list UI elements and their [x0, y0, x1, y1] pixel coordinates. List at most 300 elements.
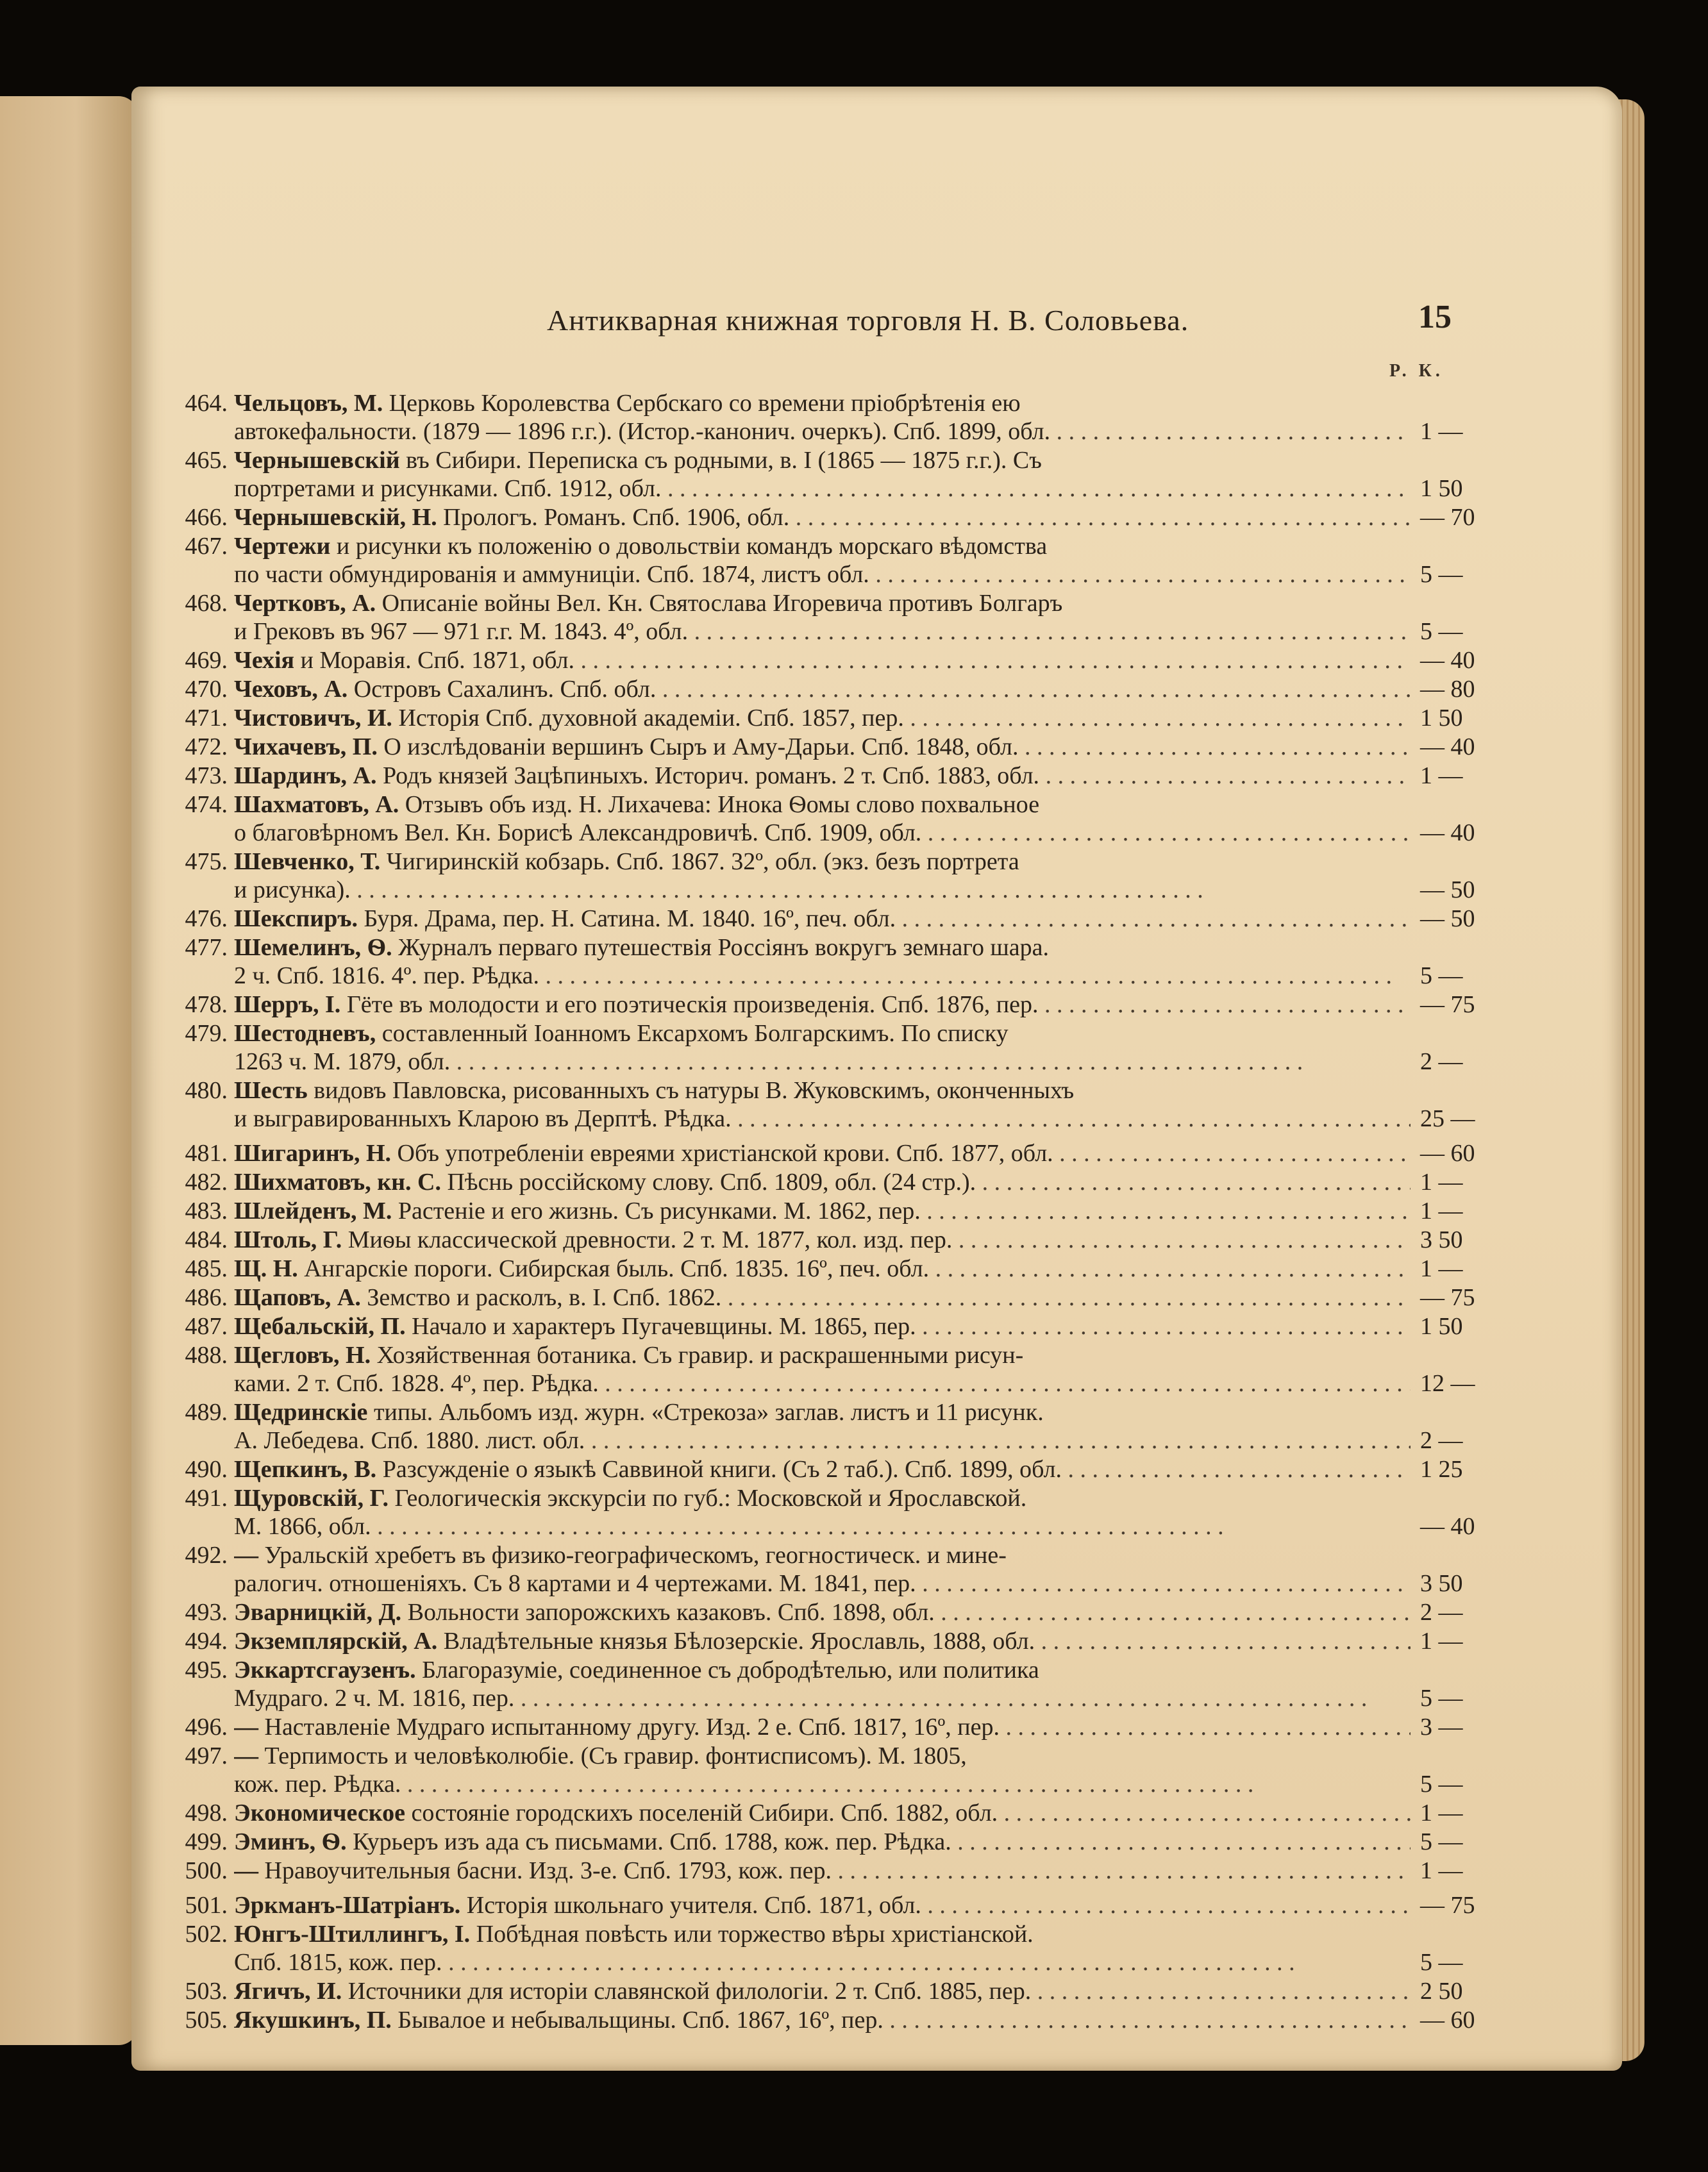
- entry-author: —: [234, 1742, 258, 1769]
- entry-author: Чернышевскій, Н.: [234, 504, 437, 531]
- entry-description: 2 ч. Спб. 1816. 4º. пер. Рѣдка.: [234, 962, 539, 989]
- entry-line: [131, 1713, 1622, 1741]
- entry-author: Чертковъ, А.: [234, 590, 376, 617]
- entry-description: Хозяйственная ботаника. Съ гравир. и раскрашенными рисун-: [371, 1342, 1024, 1369]
- entry-author: Чеховъ, А.: [234, 676, 348, 703]
- entry-line: [131, 1484, 1622, 1512]
- entry-number: 473.: [185, 762, 228, 789]
- entry-description: Растеніе и его жизнь. Съ рисунками. М. 1862, пер.: [392, 1198, 921, 1224]
- entry-description: Ангарскіе пороги. Сибирская быль. Спб. 1835. 16º, печ. обл.: [297, 1255, 930, 1282]
- entry-description: Отзывъ объ изд. Н. Лихачева: Инока Ѳомы слово похвальное: [399, 791, 1040, 818]
- entry-line: [131, 646, 1622, 674]
- entry-number: 489.: [185, 1399, 228, 1426]
- entry-text: [234, 675, 1411, 703]
- entry-line: [131, 790, 1622, 819]
- entry-price: 1 50: [1420, 1313, 1463, 1340]
- entry-description: видовъ Павловска, рисованныхъ съ натуры В. Жуковскимъ, оконченныхъ: [307, 1077, 1075, 1104]
- entry-line: [131, 733, 1622, 761]
- entry-description: Миѳы классической древности. 2 т. М. 1877, кол. изд. пер.: [342, 1226, 953, 1253]
- entry-description: Островъ Сахалинъ. Спб. обл.: [347, 676, 657, 703]
- entry-author: Ягичъ, И.: [234, 1978, 342, 2005]
- entry-number: 476.: [185, 905, 228, 932]
- entry-price: — 40: [1420, 1513, 1475, 1540]
- catalog-entry: [131, 1541, 1622, 1598]
- entry-number: 496.: [185, 1714, 228, 1741]
- header-title: Антикварная книжная торговля Н. В. Соловьева.: [547, 304, 1189, 337]
- entry-text: [234, 1076, 1411, 1105]
- entry-text: [234, 876, 1411, 904]
- catalog-entry: [131, 1455, 1622, 1483]
- entry-number: 498.: [185, 1800, 228, 1826]
- entry-description: Нравоучительныя басни. Изд. 3-е. Спб. 1793, кож. пер.: [258, 1857, 832, 1884]
- entry-text: [234, 1799, 1411, 1827]
- entry-author: Эркманъ-Шатріанъ.: [234, 1892, 461, 1919]
- entry-price: 5 —: [1420, 1949, 1463, 1976]
- entry-author: Эминъ, Ѳ.: [234, 1828, 347, 1855]
- entry-text: [234, 1369, 1411, 1398]
- entry-description: по части обмундированія и аммуниціи. Спб. 1874, листъ обл.: [234, 561, 869, 588]
- entry-number: 493.: [185, 1599, 228, 1626]
- entry-author: —: [234, 1542, 258, 1569]
- entry-number: 499.: [185, 1828, 228, 1855]
- entry-text: [234, 1226, 1411, 1254]
- entry-description: и Грековъ въ 967 — 971 г.г. М. 1843. 4º, обл.: [234, 618, 689, 645]
- entry-description: М. 1866, обл.: [234, 1513, 371, 1540]
- entry-line: [131, 1369, 1622, 1398]
- entry-price: 2 —: [1420, 1599, 1463, 1626]
- entry-text: [234, 1484, 1411, 1512]
- entry-price: — 60: [1420, 2007, 1475, 2034]
- entry-number: 500.: [185, 1857, 228, 1884]
- entry-price: — 50: [1420, 876, 1475, 903]
- entry-description: кож. пер. Рѣдка.: [234, 1771, 401, 1798]
- entry-price: 3 50: [1420, 1570, 1463, 1597]
- entry-description: составленный Іоанномъ Ексархомъ Болгарскимъ. По списку: [376, 1020, 1009, 1047]
- entry-price: — 60: [1420, 1140, 1475, 1167]
- entry-text: [234, 819, 1411, 847]
- catalog-entry: [131, 675, 1622, 703]
- entry-number: 484.: [185, 1226, 228, 1253]
- entry-price: — 40: [1420, 733, 1475, 760]
- entry-text: [234, 704, 1411, 732]
- entry-author: Чельцовъ, М.: [234, 390, 383, 417]
- entry-text: [234, 417, 1411, 446]
- entry-price: — 70: [1420, 504, 1475, 531]
- entry-description: Источники для исторіи славянской филологіи. 2 т. Спб. 1885, пер.: [342, 1978, 1032, 2005]
- catalog-entry: [131, 446, 1622, 503]
- entry-description: О изслѣдованіи вершинъ Сыръ и Аму-Дарьи. Спб. 1848, обл.: [377, 733, 1019, 760]
- entry-line: [131, 819, 1622, 847]
- entry-description: ками. 2 т. Спб. 1828. 4º, пер. Рѣдка.: [234, 1370, 599, 1397]
- entry-number: 466.: [185, 504, 228, 531]
- entry-price: 2 —: [1420, 1427, 1463, 1454]
- entry-price: 5 —: [1420, 618, 1463, 645]
- entry-text: [234, 905, 1411, 933]
- entry-line: [131, 1398, 1622, 1426]
- entry-author: Щебальскій, П.: [234, 1313, 406, 1340]
- entry-line: [131, 2006, 1622, 2034]
- catalog-entry: [131, 1139, 1622, 1167]
- entry-description: Благоразуміе, соединенное съ добродѣтелью, или политика: [415, 1657, 1039, 1683]
- catalog-entry: [131, 2006, 1622, 2034]
- entry-author: Щуровскій, Г.: [234, 1485, 389, 1512]
- entry-price: — 40: [1420, 647, 1475, 674]
- entry-author: Шлейденъ, М.: [234, 1198, 392, 1224]
- entry-description: Описаніе войны Вел. Кн. Святослава Игоревича противъ Болгаръ: [376, 590, 1063, 617]
- catalog-entry: [131, 1168, 1622, 1196]
- entry-line: [131, 589, 1622, 617]
- entry-text: [234, 1920, 1411, 1948]
- page-number: 15: [1418, 299, 1452, 335]
- entry-text: [234, 1398, 1411, 1426]
- entry-price: 1 50: [1420, 705, 1463, 731]
- entry-text: [234, 1197, 1411, 1225]
- entry-number: 502.: [185, 1921, 228, 1948]
- entry-description: состояніе городскихъ поселеній Сибири. Спб. 1882, обл.: [405, 1800, 998, 1826]
- entry-author: Шестодневъ,: [234, 1020, 376, 1047]
- catalog-entry: [131, 1019, 1622, 1076]
- catalog-entry: [131, 589, 1622, 646]
- entry-number: 490.: [185, 1456, 228, 1483]
- entry-price: 1 —: [1420, 762, 1463, 789]
- entry-description: о благовѣрномъ Вел. Кн. Борисѣ Александровичѣ. Спб. 1909, обл.: [234, 819, 922, 846]
- entry-price: — 40: [1420, 819, 1475, 846]
- entry-text: [234, 1048, 1411, 1076]
- entry-price: — 75: [1420, 1284, 1475, 1311]
- entry-description: Наставленіе Мудраго испытанному другу. Изд. 2 е. Спб. 1817, 16º, пер.: [258, 1714, 1000, 1741]
- catalog-entry: [131, 790, 1622, 847]
- entry-line: [131, 446, 1622, 474]
- entry-text: [234, 1948, 1411, 1976]
- entry-description: Церковь Королевства Сербскаго со времени пріобрѣтенія ею: [383, 390, 1021, 417]
- entry-text: [234, 1627, 1411, 1655]
- entry-description: Земство и расколъ, в. I. Спб. 1862.: [360, 1284, 722, 1311]
- catalog-entry: [131, 1283, 1622, 1312]
- entry-text: [234, 1139, 1411, 1167]
- entry-line: [131, 1048, 1622, 1076]
- catalog-entry: [131, 990, 1622, 1019]
- catalog-page: [131, 87, 1622, 2071]
- catalog-entry: [131, 1799, 1622, 1827]
- entry-text: [234, 990, 1411, 1019]
- entry-line: [131, 962, 1622, 990]
- entry-text: [234, 933, 1411, 962]
- catalog-entry: [131, 905, 1622, 933]
- entry-price: 5 —: [1420, 962, 1463, 989]
- entry-line: [131, 389, 1622, 417]
- catalog-entry: [131, 389, 1622, 446]
- entry-line: [131, 503, 1622, 531]
- entry-author: Эварницкій, Д.: [234, 1599, 402, 1626]
- entry-description: Родъ князей Зацѣпиныхъ. Историч. романъ. 2 т. Спб. 1883, обл.: [376, 762, 1040, 789]
- entry-text: [234, 1019, 1411, 1048]
- entry-price: 5 —: [1420, 561, 1463, 588]
- entry-number: 482.: [185, 1169, 228, 1196]
- entry-line: [131, 1197, 1622, 1225]
- entry-price: — 75: [1420, 991, 1475, 1018]
- entry-number: 474.: [185, 791, 228, 818]
- entry-price: — 75: [1420, 1892, 1475, 1919]
- entry-description: Чигиринскій кобзарь. Спб. 1867. 32º, обл. (экз. безъ портрета: [380, 848, 1019, 875]
- catalog-entry: [131, 1312, 1622, 1341]
- entry-line: [131, 617, 1622, 646]
- entry-number: 487.: [185, 1313, 228, 1340]
- entry-price: — 80: [1420, 676, 1475, 703]
- entry-price: 3 —: [1420, 1714, 1463, 1741]
- entry-text: [234, 1569, 1411, 1598]
- entry-line: [131, 876, 1622, 904]
- entry-text: [234, 1742, 1411, 1770]
- entry-number: 469.: [185, 647, 228, 674]
- entry-text: [234, 1770, 1411, 1798]
- entry-author: Чистовичъ, И.: [234, 705, 392, 731]
- entry-author: Шесть: [234, 1077, 308, 1104]
- entry-price: 5 —: [1420, 1828, 1463, 1855]
- entry-text: [234, 1598, 1411, 1626]
- entry-line: [131, 1857, 1622, 1885]
- entry-author: Экземплярскій, А.: [234, 1628, 438, 1655]
- entry-text: [234, 560, 1411, 589]
- entry-number: 488.: [185, 1342, 228, 1369]
- entry-text: [234, 1283, 1411, 1312]
- entry-price: 1 25: [1420, 1456, 1463, 1483]
- entry-description: автокефальности. (1879 — 1896 г.г.). (Истор.-канонич. очеркъ). Спб. 1899, обл.: [234, 418, 1051, 445]
- catalog-entry: [131, 503, 1622, 531]
- entry-number: 468.: [185, 590, 228, 617]
- entry-line: [131, 848, 1622, 876]
- entry-number: 471.: [185, 705, 228, 731]
- entry-description: Журналъ перваго путешествія Россіянъ вокругъ земнаго шара.: [392, 934, 1050, 961]
- entry-price: 1 —: [1420, 1198, 1463, 1224]
- entry-description: 1263 ч. М. 1879, обл.: [234, 1048, 451, 1075]
- entry-description: Бывалое и небывальщины. Спб. 1867, 16º, пер.: [391, 2007, 883, 2034]
- entry-author: Шигаринъ, Н.: [234, 1140, 392, 1167]
- page-header: [131, 299, 1622, 342]
- entry-number: 467.: [185, 533, 228, 560]
- entry-text: [234, 1828, 1411, 1856]
- entry-number: 492.: [185, 1542, 228, 1569]
- entry-text: [234, 848, 1411, 876]
- entry-description: и Моравія. Спб. 1871, обл.: [294, 647, 574, 674]
- entry-author: —: [234, 1714, 258, 1741]
- entry-author: Щепкинъ, В.: [234, 1456, 377, 1483]
- entry-description: Гёте въ молодости и его поэтическія произведенія. Спб. 1876, пер.: [340, 991, 1039, 1018]
- entry-author: Чихачевъ, П.: [234, 733, 378, 760]
- entry-line: [131, 1076, 1622, 1105]
- entry-line: [131, 1770, 1622, 1798]
- entry-author: Эккартсгаузенъ.: [234, 1657, 416, 1683]
- entry-line: [131, 990, 1622, 1019]
- entry-number: 475.: [185, 848, 228, 875]
- price-column-header: Р. К.: [1389, 361, 1444, 381]
- entry-description: и выгравированныхъ Кларою въ Дерптѣ. Рѣдка.: [234, 1105, 732, 1132]
- entry-text: [234, 1684, 1411, 1712]
- entry-price: 1 —: [1420, 1628, 1463, 1655]
- entry-line: [131, 532, 1622, 560]
- entry-number: 495.: [185, 1657, 228, 1683]
- entry-description: Исторія Спб. духовной академіи. Спб. 1857, пер.: [392, 705, 904, 731]
- entry-text: [234, 1455, 1411, 1483]
- entry-text: [234, 474, 1411, 503]
- entry-number: 491.: [185, 1485, 228, 1512]
- entry-number: 494.: [185, 1628, 228, 1655]
- entry-line: [131, 474, 1622, 503]
- entry-description: Уральскій хребетъ въ физико-географическомъ, геогностическ. и мине-: [258, 1542, 1007, 1569]
- left-page-edge: [0, 96, 138, 2045]
- entry-line: [131, 1283, 1622, 1312]
- entry-price: 1 —: [1420, 1857, 1463, 1884]
- catalog-entry: [131, 1713, 1622, 1741]
- entry-line: [131, 560, 1622, 589]
- entry-line: [131, 1312, 1622, 1341]
- entry-text: [234, 1541, 1411, 1569]
- entry-description: Разсужденіе о языкѣ Саввиной книги. (Съ 2 таб.). Спб. 1899, обл.: [376, 1456, 1062, 1483]
- catalog-entries: [131, 389, 1622, 2035]
- entry-number: 485.: [185, 1255, 228, 1282]
- entry-number: 478.: [185, 991, 228, 1018]
- entry-number: 464.: [185, 390, 228, 417]
- entry-author: Штоль, Г.: [234, 1226, 342, 1253]
- catalog-entry: [131, 646, 1622, 674]
- entry-line: [131, 1139, 1622, 1167]
- entry-line: [131, 1977, 1622, 2005]
- entry-line: [131, 1742, 1622, 1770]
- entry-description: Владѣтельные князья Бѣлозерскіе. Ярославль, 1888, обл.: [437, 1628, 1035, 1655]
- entry-number: 479.: [185, 1020, 228, 1047]
- catalog-entry: [131, 1742, 1622, 1798]
- entry-line: [131, 1920, 1622, 1948]
- entry-line: [131, 1891, 1622, 1919]
- catalog-entry: [131, 1977, 1622, 2005]
- entry-price: 1 —: [1420, 1169, 1463, 1196]
- entry-line: [131, 1828, 1622, 1856]
- entry-author: Экономическое: [234, 1800, 406, 1826]
- entry-text: [234, 1168, 1411, 1196]
- entry-line: [131, 1948, 1622, 1976]
- entry-line: [131, 905, 1622, 933]
- entry-author: —: [234, 1857, 258, 1884]
- entry-line: [131, 417, 1622, 446]
- catalog-entry: [131, 1598, 1622, 1626]
- catalog-entry: [131, 1656, 1622, 1712]
- entry-text: [234, 617, 1411, 646]
- entry-price: 12 —: [1420, 1370, 1475, 1397]
- entry-line: [131, 704, 1622, 732]
- entry-price: 1 —: [1420, 1800, 1463, 1826]
- entry-description: Терпимость и человѣколюбіе. (Съ гравир. фонтисписомъ). М. 1805,: [258, 1742, 967, 1769]
- entry-description: Объ употребленіи евреями христіанской крови. Спб. 1877, обл.: [391, 1140, 1053, 1167]
- entry-number: 470.: [185, 676, 228, 703]
- entry-author: Щаповъ, А.: [234, 1284, 361, 1311]
- entry-text: [234, 1426, 1411, 1455]
- entry-author: Чехія: [234, 647, 295, 674]
- entry-description: Вольности запорожскихъ казаковъ. Спб. 1898, обл.: [401, 1599, 935, 1626]
- catalog-entry: [131, 1226, 1622, 1254]
- catalog-entry: [131, 1828, 1622, 1856]
- entry-text: [234, 589, 1411, 617]
- entry-author: Шекспиръ.: [234, 905, 358, 932]
- entry-description: Начало и характеръ Пугачевщины. М. 1865, пер.: [405, 1313, 916, 1340]
- catalog-entry: [131, 733, 1622, 761]
- entry-author: Чертежи: [234, 533, 331, 560]
- entry-line: [131, 762, 1622, 790]
- entry-author: Щегловъ, Н.: [234, 1342, 371, 1369]
- entry-line: [131, 1656, 1622, 1684]
- entry-description: Пѣснь россійскому слову. Спб. 1809, обл. (24 стр.).: [440, 1169, 976, 1196]
- entry-price: 1 —: [1420, 418, 1463, 445]
- entry-line: [131, 1799, 1622, 1827]
- entry-text: [234, 503, 1411, 531]
- entry-line: [131, 1019, 1622, 1048]
- entry-number: 481.: [185, 1140, 228, 1167]
- entry-description: Побѣдная повѣсть или торжество вѣры христіанской.: [470, 1921, 1034, 1948]
- entry-price: 25 —: [1420, 1105, 1475, 1132]
- entry-price: — 50: [1420, 905, 1475, 932]
- entry-text: [234, 389, 1411, 417]
- catalog-entry: [131, 704, 1622, 732]
- entry-author: Шевченко, Т.: [234, 848, 381, 875]
- entry-price: 1 50: [1420, 475, 1463, 502]
- entry-description: Спб. 1815, кож. пер.: [234, 1949, 442, 1976]
- entry-description: и рисунки къ положенію о довольствіи командъ морскаго вѣдомства: [330, 533, 1048, 560]
- entry-line: [131, 1455, 1622, 1483]
- catalog-entry: [131, 1255, 1622, 1283]
- entry-description: Мудраго. 2 ч. М. 1816, пер.: [234, 1685, 515, 1712]
- entry-description: типы. Альбомъ изд. журн. «Стрекоза» заглав. листъ и 11 рисунк.: [367, 1399, 1044, 1426]
- entry-line: [131, 675, 1622, 703]
- entry-price: 1 —: [1420, 1255, 1463, 1282]
- entry-number: 480.: [185, 1077, 228, 1104]
- entry-author: Юнгъ-Штиллингъ, І.: [234, 1921, 471, 1948]
- entry-description: Курьеръ изъ ада съ письмами. Спб. 1788, кож. пер. Рѣдка.: [346, 1828, 951, 1855]
- entry-number: 497.: [185, 1742, 228, 1769]
- entry-number: 465.: [185, 447, 228, 474]
- entry-text: [234, 790, 1411, 819]
- entry-line: [131, 1105, 1622, 1133]
- catalog-entry: [131, 1891, 1622, 1919]
- entry-number: 483.: [185, 1198, 228, 1224]
- entry-author: Якушкинъ, П.: [234, 2007, 392, 2034]
- entry-author: Чернышевскій: [234, 447, 400, 474]
- entry-text: [234, 1857, 1411, 1885]
- entry-author: Шерръ, І.: [234, 991, 341, 1018]
- catalog-entry: [131, 532, 1622, 589]
- entry-text: [234, 2006, 1411, 2034]
- entry-text: [234, 1713, 1411, 1741]
- entry-text: [234, 532, 1411, 560]
- entry-line: [131, 1226, 1622, 1254]
- entry-text: [234, 762, 1411, 790]
- entry-author: Шахматовъ, А.: [234, 791, 399, 818]
- entry-text: [234, 646, 1411, 674]
- entry-text: [234, 1105, 1411, 1133]
- entry-number: 503.: [185, 1978, 228, 2005]
- entry-text: [234, 1512, 1411, 1541]
- entry-author: Щ. Н.: [234, 1255, 298, 1282]
- entry-text: [234, 962, 1411, 990]
- entry-line: [131, 1684, 1622, 1712]
- entry-price: 5 —: [1420, 1685, 1463, 1712]
- entry-author: Шардинъ, А.: [234, 762, 377, 789]
- entry-number: 477.: [185, 934, 228, 961]
- catalog-entry: [131, 848, 1622, 904]
- entry-line: [131, 1541, 1622, 1569]
- entry-price: 5 —: [1420, 1771, 1463, 1798]
- entry-text: [234, 446, 1411, 474]
- catalog-entry: [131, 933, 1622, 990]
- entry-text: [234, 1891, 1411, 1919]
- catalog-entry: [131, 1484, 1622, 1541]
